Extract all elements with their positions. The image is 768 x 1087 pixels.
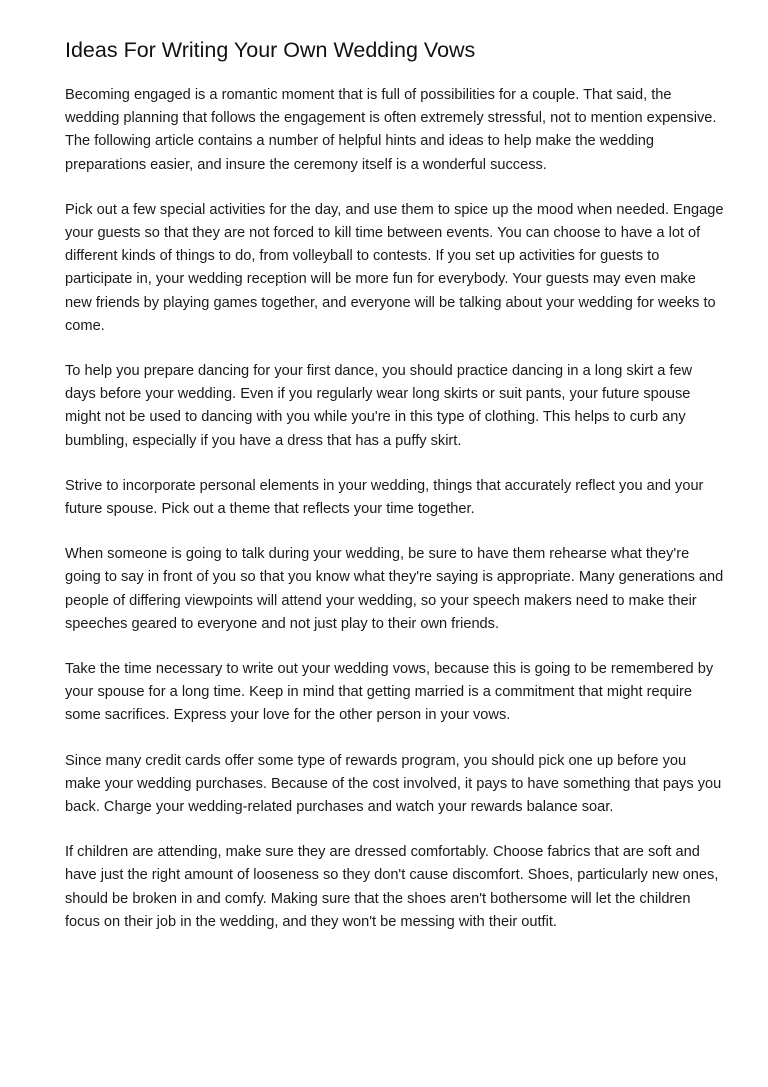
- document-page: [65, 36, 725, 956]
- document-title: Ideas For Writing Your Own Wedding Vows: [65, 38, 476, 62]
- paragraph-children: If children are attending, make sure they are dressed comfortably. Choose fabrics that are soft and have just the right amount of looseness so they don't cause discomfort. Shoes, particularly new ones, should be broken in and comfy. Making sure that the shoes aren't bothersome will let the children focus on their job in the wedding, and they won't be messing with their outfit.: [65, 844, 719, 930]
- paragraph-speeches: When someone is going to talk during your wedding, be sure to have them rehearse what they're going to say in front of you so that you know what they're saying is appropriate. Many generations and people of differing viewpoints will attend your wedding, so your speech makers need to make their speeches geared to everyone and not just play to their own friends.: [65, 546, 724, 632]
- paragraph-personal-elements: Strive to incorporate personal elements in your wedding, things that accurately reflect you and your future spouse. Pick out a theme that reflects your time together.: [65, 477, 704, 518]
- paragraph-credit-cards: Since many credit cards offer some type of rewards program, you should pick one up before you make your wedding purchases. Because of the cost involved, it pays to have something that pays you back. Charge your wedding-related purchases and watch your rewards balance soar.: [65, 752, 722, 816]
- paragraph-dancing: To help you prepare dancing for your first dance, you should practice dancing in a long skirt a few days before your wedding. Even if you regularly wear long skirts or suit pants, your future spouse might not be used to dancing with you while you're in this type of clothing. This helps to curb any bumbling, especially if you have a dress that has a puffy skirt.: [65, 363, 693, 449]
- paragraph-vows: Take the time necessary to write out your wedding vows, because this is going to be remembered by your spouse for a long time. Keep in mind that getting married is a commitment that might require some sacrifices. Express your love for the other person in your vows.: [65, 661, 714, 724]
- paragraph-activities: Pick out a few special activities for the day, and use them to spice up the mood when needed. Engage your guests so that they are not forced to kill time between events. You can choose to have a lot of different kinds of things to do, from volleyball to contests. If you set up activities for guests to participate in, your wedding reception will be more fun for everybody. Your guests may even make new friends by playing games together, and everyone will be talking about your wedding for weeks to come.: [65, 201, 724, 334]
- paragraph-intro: Becoming engaged is a romantic moment that is full of possibilities for a couple. That said, the wedding planning that follows the engagement is often extremely stressful, not to mention expensive. The following article contains a number of helpful hints and ideas to help make the wedding preparations easier, and insure the ceremony itself is a wonderful success.: [65, 87, 717, 173]
